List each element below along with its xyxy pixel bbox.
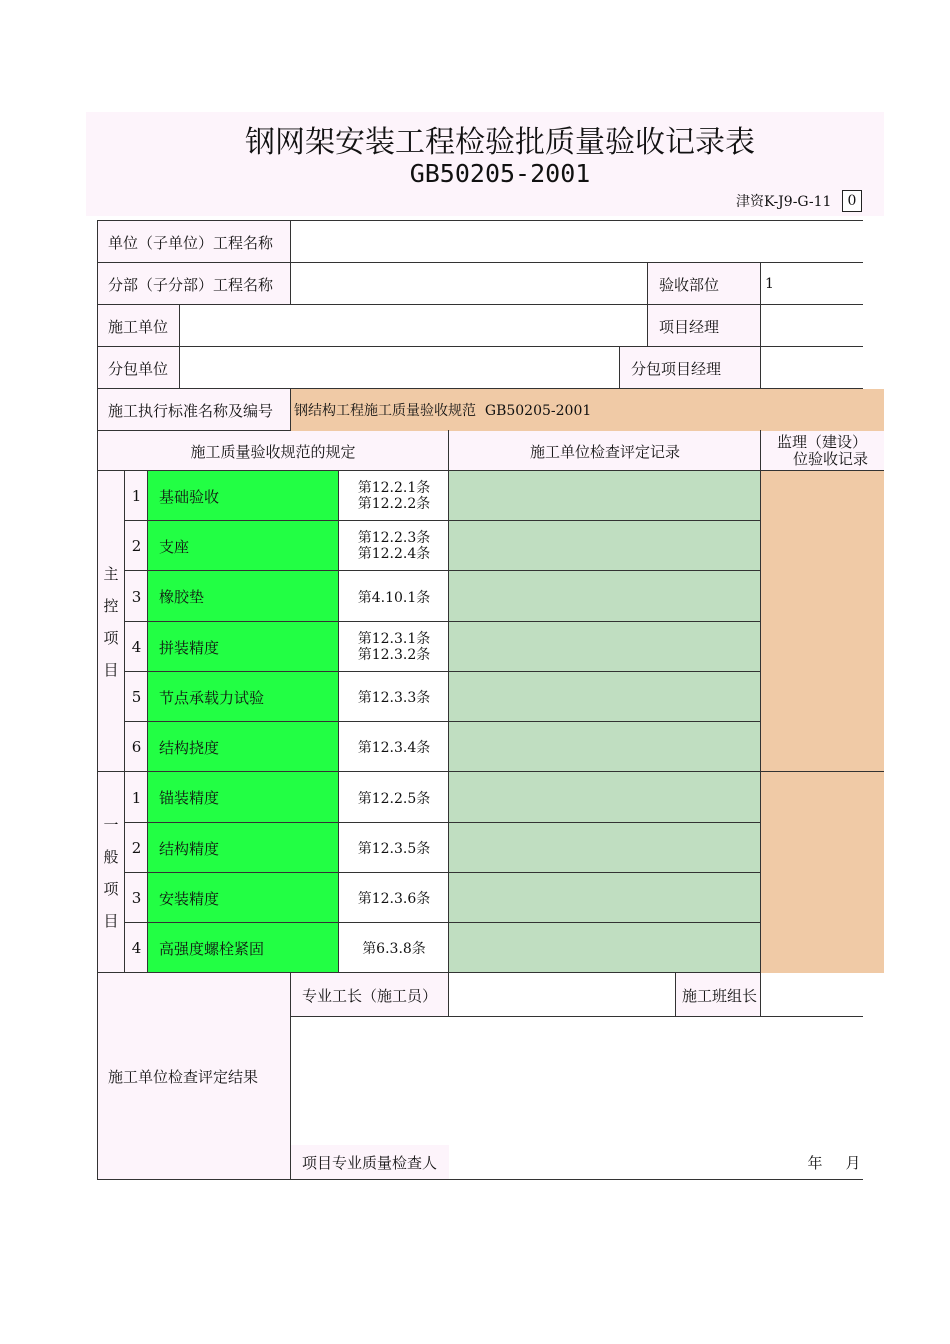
check-record-cell[interactable] xyxy=(449,622,761,672)
item-clause: 第12.3.6条 xyxy=(357,891,431,907)
team-leader-label: 施工班组长 xyxy=(676,973,761,1017)
item-number: 5 xyxy=(125,672,148,722)
check-record-cell[interactable] xyxy=(449,923,761,973)
construction-unit-field[interactable] xyxy=(180,305,648,347)
item-clause: 第6.3.8条 xyxy=(362,941,426,957)
spec-column-header: 施工质量验收规范的规定 xyxy=(97,431,449,471)
group-char: 一 xyxy=(103,815,119,834)
group-char: 项 xyxy=(103,628,119,647)
supervision-header-line1: 监理（建设） xyxy=(777,433,868,451)
group-char: 般 xyxy=(103,847,119,866)
check-record-cell[interactable] xyxy=(449,873,761,923)
month-label: 月 xyxy=(845,1154,861,1172)
check-record-cell[interactable] xyxy=(449,823,761,873)
acceptance-part-label: 验收部位 xyxy=(648,263,761,305)
item-name: 结构精度 xyxy=(148,823,339,873)
unit-project-label: 单位（子单位）工程名称 xyxy=(97,221,291,263)
standard-field[interactable]: 钢结构工程施工质量验收规范 GB50205-2001 xyxy=(291,389,884,431)
supervision-general-record[interactable] xyxy=(761,772,884,973)
item-number: 4 xyxy=(125,622,148,672)
main-items-group-label xyxy=(97,471,125,772)
item-clause: 第12.3.5条 xyxy=(357,841,431,857)
general-items-group-label xyxy=(97,772,125,973)
item-name: 支座 xyxy=(148,521,339,571)
item-name: 锚装精度 xyxy=(148,772,339,823)
item-name: 安装精度 xyxy=(148,873,339,923)
item-name: 结构挠度 xyxy=(148,722,339,772)
item-clause: 第12.3.4条 xyxy=(357,740,431,756)
sub-project-field[interactable] xyxy=(291,263,648,305)
item-number: 2 xyxy=(125,521,148,571)
check-record-cell[interactable] xyxy=(449,471,761,521)
item-name: 橡胶垫 xyxy=(148,571,339,622)
item-clause: 第12.3.1条 第12.3.2条 xyxy=(357,631,431,663)
form-code-box[interactable]: 0 xyxy=(842,190,862,212)
page-subtitle: GB50205-2001 xyxy=(409,159,591,188)
item-number: 1 xyxy=(125,772,148,823)
item-number: 6 xyxy=(125,722,148,772)
item-clause: 第12.2.3条 第12.2.4条 xyxy=(357,530,431,562)
item-name: 节点承载力试验 xyxy=(148,672,339,722)
group-char: 目 xyxy=(103,660,119,679)
group-char: 控 xyxy=(103,596,119,615)
item-number: 4 xyxy=(125,923,148,973)
subcontract-unit-label: 分包单位 xyxy=(97,347,180,389)
check-record-cell[interactable] xyxy=(449,672,761,722)
page-title: 钢网架安装工程检验批质量验收记录表 xyxy=(245,125,755,160)
item-clause: 第12.3.3条 xyxy=(357,690,431,706)
group-char: 目 xyxy=(103,911,119,930)
item-name: 拼装精度 xyxy=(148,622,339,672)
group-char: 主 xyxy=(103,564,119,583)
result-label: 施工单位检查评定结果 xyxy=(97,973,291,1180)
item-name: 基础验收 xyxy=(148,471,339,521)
foreman-label: 专业工长（施工员） xyxy=(291,973,449,1017)
check-record-cell[interactable] xyxy=(449,722,761,772)
check-record-cell[interactable] xyxy=(449,772,761,823)
item-number: 2 xyxy=(125,823,148,873)
subcontract-manager-label: 分包项目经理 xyxy=(620,347,761,389)
year-label: 年 xyxy=(807,1154,823,1172)
check-record-cell[interactable] xyxy=(449,521,761,571)
foreman-field[interactable] xyxy=(449,973,676,1017)
item-name: 高强度螺栓紧固 xyxy=(148,923,339,973)
item-clause: 第12.2.5条 xyxy=(357,790,431,807)
supervision-column-header xyxy=(761,431,884,471)
item-number: 3 xyxy=(125,873,148,923)
item-number: 3 xyxy=(125,571,148,622)
item-clause: 第12.2.1条 第12.2.2条 xyxy=(357,480,431,512)
project-manager-label: 项目经理 xyxy=(648,305,761,347)
subcontract-unit-field[interactable] xyxy=(180,347,620,389)
sub-project-label: 分部（子分部）工程名称 xyxy=(97,263,291,305)
team-leader-field[interactable] xyxy=(761,973,863,1017)
construction-unit-label: 施工单位 xyxy=(97,305,180,347)
inspector-label: 项目专业质量检查人 xyxy=(291,1145,449,1180)
project-manager-field[interactable] xyxy=(761,305,863,347)
result-content-area[interactable] xyxy=(291,1017,863,1145)
group-char: 项 xyxy=(103,879,119,898)
item-clause: 第4.10.1条 xyxy=(357,589,431,606)
supervision-main-record[interactable] xyxy=(761,471,884,772)
check-column-header: 施工单位检查评定记录 xyxy=(449,431,761,471)
check-record-cell[interactable] xyxy=(449,571,761,622)
form-code: 津资K-J9-G-11 xyxy=(736,194,832,210)
acceptance-part-field[interactable]: 1 xyxy=(765,276,774,292)
item-number: 1 xyxy=(125,471,148,521)
unit-project-field[interactable] xyxy=(291,221,863,263)
supervision-header-line2: 位验收记录 xyxy=(793,450,869,468)
standard-label: 施工执行标准名称及编号 xyxy=(97,389,291,431)
subcontract-manager-field[interactable] xyxy=(761,347,863,389)
